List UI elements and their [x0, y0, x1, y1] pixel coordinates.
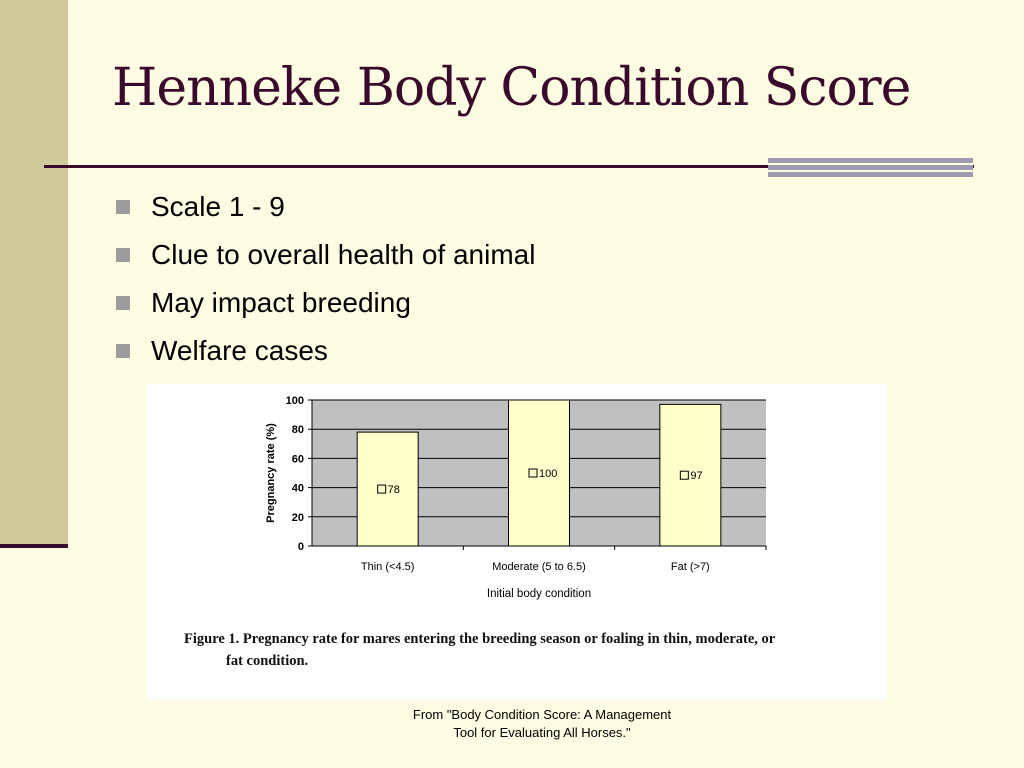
figure-caption-line-2: fat condition. — [226, 653, 309, 669]
pregnancy-rate-chart — [146, 384, 887, 624]
bullet-list — [114, 188, 535, 380]
x-tick-label: Moderate (5 to 6.5) — [492, 561, 586, 573]
figure-caption — [184, 628, 844, 672]
data-label: 97 — [690, 470, 703, 483]
bullet-text: May impact breeding — [151, 287, 411, 318]
y-tick-label: 60 — [291, 453, 304, 466]
y-tick-label: 20 — [291, 511, 304, 524]
y-tick-label: 80 — [291, 424, 304, 437]
data-label: 100 — [539, 468, 558, 480]
bullet-item — [114, 284, 535, 332]
bullet-square-icon — [116, 248, 130, 262]
figure-panel — [146, 384, 887, 700]
bullet-square-icon — [116, 200, 130, 214]
side-accent-line — [0, 544, 68, 548]
source-credit — [380, 706, 704, 742]
title-decoration-bar — [768, 158, 973, 178]
x-axis-title: Initial body condition — [486, 588, 592, 600]
y-tick-label: 100 — [285, 395, 304, 407]
source-line-2: Tool for Evaluating All Horses." — [453, 725, 631, 740]
bullet-item — [114, 332, 535, 380]
bullet-text: Scale 1 - 9 — [151, 191, 285, 222]
figure-caption-line-1: Figure 1. Pregnancy rate for mares entering the breeding season or foaling in thin, moderate, or — [184, 631, 776, 647]
bullet-text: Clue to overall health of animal — [151, 239, 536, 270]
bullet-square-icon — [116, 296, 130, 310]
x-tick-label: Fat (>7) — [670, 561, 710, 573]
source-line-1: From "Body Condition Score: A Management — [412, 707, 672, 722]
x-tick-label: Thin (<4.5) — [360, 561, 415, 573]
bullet-square-icon — [116, 344, 130, 358]
bullet-text: Welfare cases — [151, 335, 328, 366]
data-label: 78 — [387, 484, 400, 497]
bullet-item — [114, 236, 535, 284]
side-band — [0, 0, 68, 545]
y-tick-label: 40 — [291, 482, 304, 495]
y-tick-label: 0 — [297, 541, 304, 553]
slide-title: Henneke Body Condition Score — [112, 58, 911, 118]
y-axis-title: Pregnancy rate (%) — [265, 423, 277, 523]
bullet-item — [114, 188, 535, 236]
